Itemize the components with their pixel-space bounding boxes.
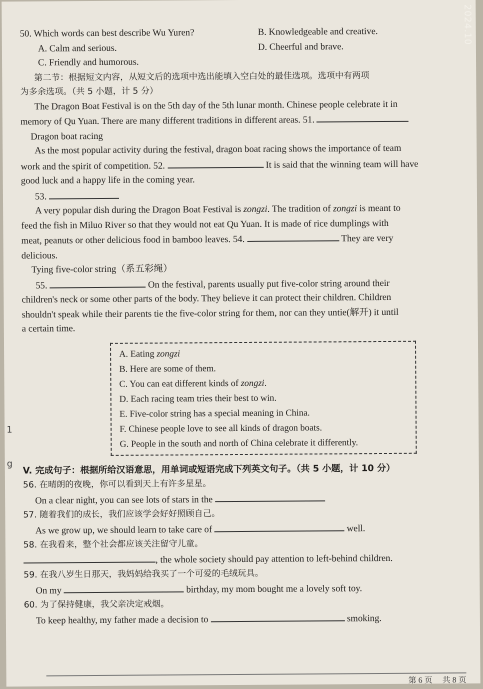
answer-blank-54[interactable] [247,231,339,242]
passage-line: As the most popular activity during the festival, dragon boat racing shows the importance of team [34,143,402,157]
section-header-cont: 为多余选项。（共 5 小题，计 5 分） [20,86,159,98]
answer-blank-53[interactable] [49,188,119,198]
answer-blank-57[interactable] [214,521,344,532]
page-footer [46,672,466,688]
q57-text: As we grow up, we should learn to take care of [35,524,213,536]
passage-line [20,111,460,130]
q56-text: On a clear night, you can see lots of stars in the [35,494,213,506]
section-header: 第二节：根据短文内容，从短文后的选项中选出能填入空白处的最佳选项。选项中有两项 [34,70,370,83]
date-stamp: 2024.10 [461,4,472,46]
q58-chinese: 58. 在我看来，整个社会都应该关注留守儿童。 [23,539,204,551]
answer-blank-58[interactable] [23,552,155,563]
subheading-five-color-string: Tying five-color string（系五彩绳） [31,264,173,276]
option-item[interactable]: A. Eating zongzi [119,347,181,359]
passage-text: . The tradition of [267,204,334,215]
passage-text: They are very [341,233,394,245]
q57-text: well. [346,523,366,534]
page-number: 第 6 页 [408,675,433,685]
section-v-header: V. 完成句子：根据所给汉语意思，用单词或短语完成下列英文句子。（共 5 小题，计 10 分） [22,463,396,477]
answer-blank-52[interactable] [167,157,263,168]
passage-line: a certain time. [21,324,76,335]
passage-line: good luck and a happy life in the coming year. [20,175,195,187]
answer-blank-59[interactable] [64,582,184,593]
passage-line: feed the fish in Miluo River so that they would not eat Qu Yuan. It is made of rice dumplings with [21,218,389,232]
option-item[interactable]: B. Here are some of them. [119,362,216,374]
page-content [20,24,464,628]
option-d: D. Cheerful and brave. [257,41,344,53]
passage-text: is meant to [356,203,401,215]
passage-line [21,156,461,175]
passage-text: work and the spirit of competition. 52. [20,161,166,173]
q60-text: smoking. [346,613,382,624]
option-item[interactable]: G. People in the south and north of China celebrate it differently. [119,436,359,449]
q60-text: To keep healthy, my father made a decision to [35,614,209,626]
q59-chinese: 59. 在我八岁生日那天，我妈妈给我买了一个可爱的毛绒玩具。 [23,568,264,581]
passage-text: It is said that the winning team will have [265,159,419,171]
question-number-55: 55. [35,280,48,291]
passage-text: On the festival, parents usually put five-color string around their [147,278,390,291]
passage-line: delicious. [21,250,58,262]
question-50-stem: 50. Which words can best describe Wu Yuren? [19,28,195,40]
subheading-dragon-boat: Dragon boat racing [30,131,103,142]
option-b: B. Knowledgeable and creative. [257,27,378,38]
passage-italic: zongzi [333,204,358,215]
option-item[interactable]: E. Five-color string has a special meaning in China. [119,407,310,419]
question-number-53: 53. [34,191,47,202]
q59-text: On my [35,585,62,596]
q56-chinese: 56. 在晴朗的夜晚，你可以看到天上有许多星星。 [22,479,212,491]
page-total: 共 8 页 [442,675,467,685]
passage-line [21,201,461,219]
q58-text: , the whole society should pay attention to left-behind children. [155,553,393,566]
answer-blank-55[interactable] [50,277,146,288]
option-item[interactable]: C. You can eat different kinds of zongzi. [119,377,267,389]
option-a: A. Calm and serious. [37,43,117,54]
q57-chinese: 57. 随着我们的成长，我们应该学会好好照顾自己。 [23,509,221,521]
options-box [110,340,417,455]
q59-text: birthday, my mom bought me a lovely soft toy. [186,583,363,595]
option-item[interactable]: F. Chinese people love to see all kinds of dragon boats. [119,421,323,434]
option-item[interactable]: D. Each racing team tries their best to win. [119,392,277,404]
answer-blank-51[interactable] [317,112,409,123]
passage-text: memory of Qu Yuan. There are many different traditions in different areas. 51. [20,115,315,128]
passage-italic: zongzi [243,204,268,215]
answer-blank-60[interactable] [211,611,345,622]
passage-line: children's neck or some other parts of the body. They believe it can protect their children. Children [21,292,392,306]
passage-text: meat, peanuts or other delicious food in bamboo leaves. 54. [21,234,245,247]
exam-page [2,0,481,687]
passage-line: shouldn't speak while their parents tie the five-color string for them, nor can they untie(解开) it until [21,307,399,321]
margin-mark: 1 [6,425,13,436]
passage-text: A very popular dish during the Dragon Boat Festival is [35,204,244,217]
q60-chinese: 60. 为了保持健康，我父亲决定戒烟。 [23,599,170,611]
margin-mark: g [6,459,13,470]
passage-line: The Dragon Boat Festival is on the 5th day of the 5th lunar month. Chinese people celebrate it in [34,99,398,112]
answer-blank-56[interactable] [215,491,325,502]
option-c: C. Friendly and humorous. [38,57,139,69]
q60-english [24,610,464,629]
